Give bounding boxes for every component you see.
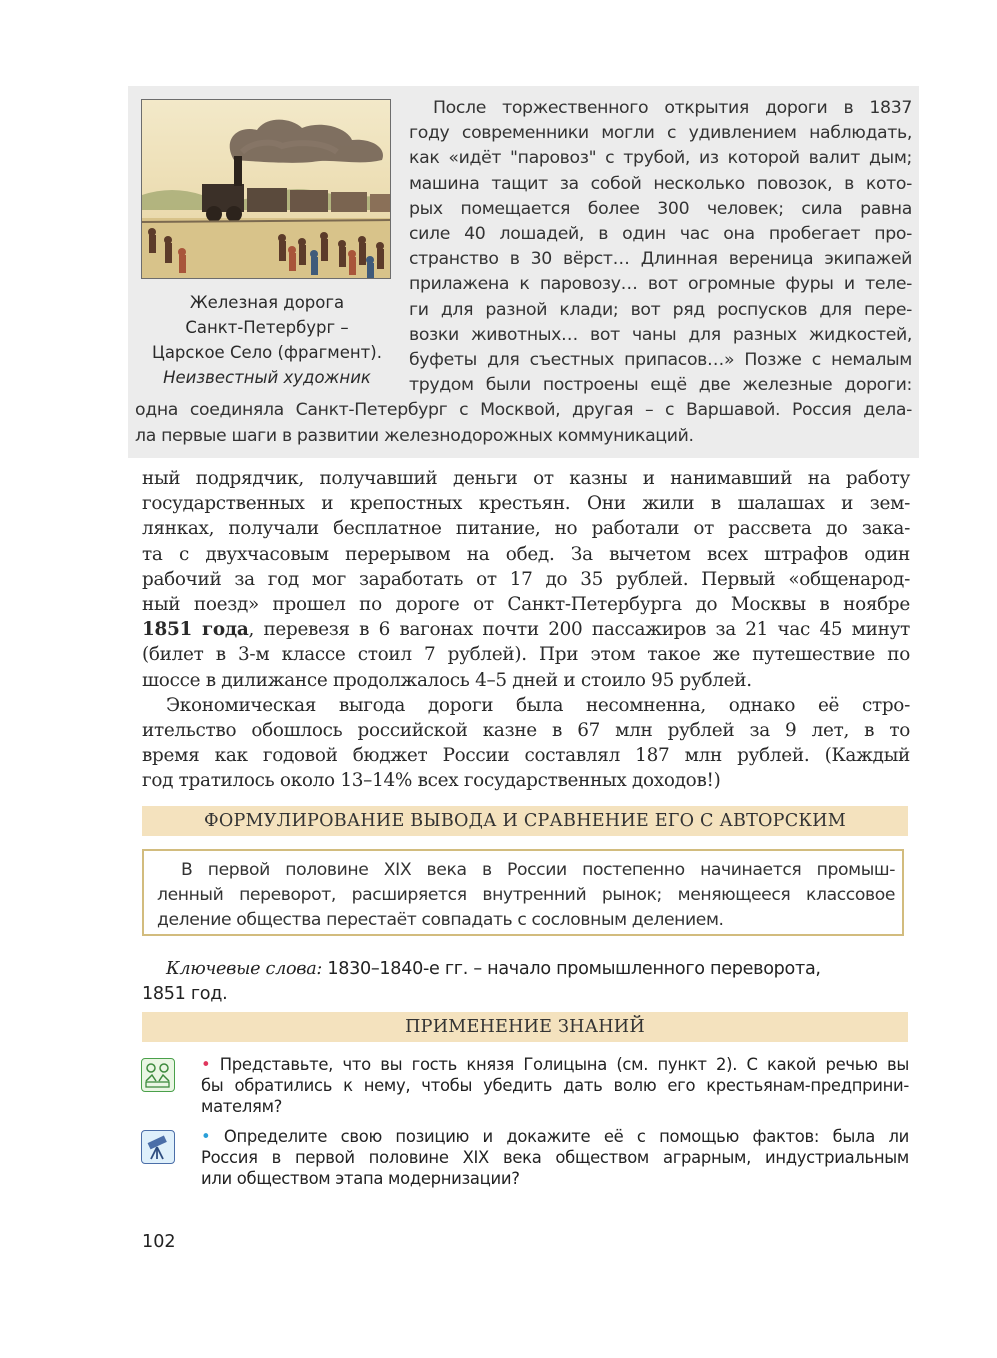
quote-line: силе 40 лошадей, в один час она пробегает про- <box>409 224 912 245</box>
text-line: (билет в 3-м классе стоил 7 рублей). При этом такое же путешествие по <box>142 644 910 666</box>
section-heading-application: ПРИМЕНЕНИЕ ЗНАНИЙ <box>142 1012 908 1042</box>
text-line: время как годовой бюджет России составлял 187 млн рублей. (Каждый <box>142 745 910 767</box>
telescope-icon <box>141 1130 175 1164</box>
caption-line: Царское Село (фрагмент). <box>152 343 382 362</box>
quote-line: возки животных… вот чаны для разных жидкостей, <box>409 324 912 345</box>
quote-line: как «идёт "паровоз" с трубой, из которой валит дым; <box>409 148 912 169</box>
quote-line: странство в 30 вёрст… Длинная вереница экипажей <box>409 249 912 270</box>
quote-block <box>135 96 912 449</box>
text-line <box>142 617 910 642</box>
task-line <box>201 1126 909 1147</box>
quote-line: После торжественного открытия дороги в 1837 <box>433 98 912 118</box>
conclusion-line: ленный переворот, расширяется внутренний рынок; меняющееся классовое <box>157 885 895 906</box>
bullet-blue: • <box>201 1127 211 1146</box>
quote-line: трудом были построены ещё две железные дороги: <box>409 375 912 396</box>
keywords-text: 1830–1840-е гг. – начало промышленного переворота, <box>322 959 821 979</box>
conclusion-line: деление общества перестаёт совпадать с сословным делением. <box>157 910 724 931</box>
main-text <box>142 466 910 794</box>
task-line: Россия в первой половине XIX века обществом аграрным, индустриальным <box>201 1148 909 1167</box>
caption-line: Железная дорога <box>189 293 345 312</box>
quote-line: ги для разной клади; вот ряд роспусков для пере- <box>409 299 912 320</box>
text-line: ительство обошлось российской казне в 67 млн рублей за 9 лет, в то <box>142 720 910 742</box>
task-line <box>201 1054 909 1075</box>
task-line: мателям? <box>201 1097 283 1116</box>
caption-line: Санкт-Петербург – <box>185 318 349 337</box>
discussion-icon <box>141 1058 175 1092</box>
section-heading-conclusion: ФОРМУЛИРОВАНИЕ ВЫВОДА И СРАВНЕНИЕ ЕГО С АВТОРСКИМ <box>142 806 908 836</box>
task-text: Представьте, что вы гость князя Голицына (см. пункт 2). С какой речью вы <box>219 1055 909 1074</box>
conclusion-text <box>157 858 895 934</box>
keywords-line <box>142 957 910 982</box>
keywords-label: Ключевые слова: <box>166 959 323 979</box>
keywords <box>142 957 910 1007</box>
quote-line: одна соединяла Санкт-Петербург с Москвой, другая – с Варшавой. Россия дела- <box>135 400 912 421</box>
text-fragment: , перевезя в 6 вагонах почти 200 пассажиров за 21 час 45 минут <box>248 619 910 641</box>
quote-line: году современники могли с удивлением наблюдать, <box>409 123 912 144</box>
text-line: рабочий за год мог заработать от 17 до 35 рублей. Первый «общенарод- <box>142 568 910 590</box>
quote-line: рых помещается более 300 человек; сила равна <box>409 198 912 219</box>
task-line: бы обратились к нему, чтобы убедить дать волю его крестьянам-предприни- <box>201 1076 909 1095</box>
keywords-line: 1851 год. <box>142 984 228 1004</box>
text-line: та с двухчасовым перерывом на обед. За вычетом всех штрафов один <box>142 543 910 565</box>
bullet-red: • <box>201 1055 211 1074</box>
text-line: ный подрядчик, получавший деньги от казны и нанимавший на работу <box>142 468 910 489</box>
conclusion-line: В первой половине XIX века в России постепенно начинается промыш- <box>181 860 895 880</box>
task-text: Определите свою позицию и докажите её с помощью фактов: была ли <box>223 1127 909 1146</box>
text-line: лянках, получали бесплатное питание, но работали от рассвета до зака- <box>142 518 910 540</box>
quote-line: машина тащит за собой несколько повозок, в кото- <box>409 173 912 194</box>
task-1 <box>201 1054 909 1117</box>
text-line: шоссе в дилижансе продолжалось 4–5 дней и стоило 95 рублей. <box>142 669 752 691</box>
task-line: или обществом этапа модернизации? <box>201 1169 520 1188</box>
caption-author: Неизвестный художник <box>163 368 371 387</box>
text-line: государственных и крепостных крестьян. Они жили в шалашах и зем- <box>142 493 910 515</box>
quote-line: прилажена к паровозу… вот огромные фуры и теле- <box>409 274 912 295</box>
text-line: Экономическая выгода дороги была несомненна, однако её стро- <box>166 694 910 716</box>
quote-line: ла первые шаги в развитии железнодорожных коммуникаций. <box>135 425 694 446</box>
bold-date: 1851 года <box>142 619 249 641</box>
text-line: ный поезд» прошел по дороге от Санкт-Петербурга до Москвы в ноябре <box>142 594 910 616</box>
text-line: год тратилось около 13–14% всех государственных доходов!) <box>142 770 721 792</box>
page-number: 102 <box>142 1232 176 1252</box>
quote-line: буфеты для съестных припасов…» Позже с немалым <box>409 350 912 371</box>
task-2 <box>201 1126 909 1189</box>
